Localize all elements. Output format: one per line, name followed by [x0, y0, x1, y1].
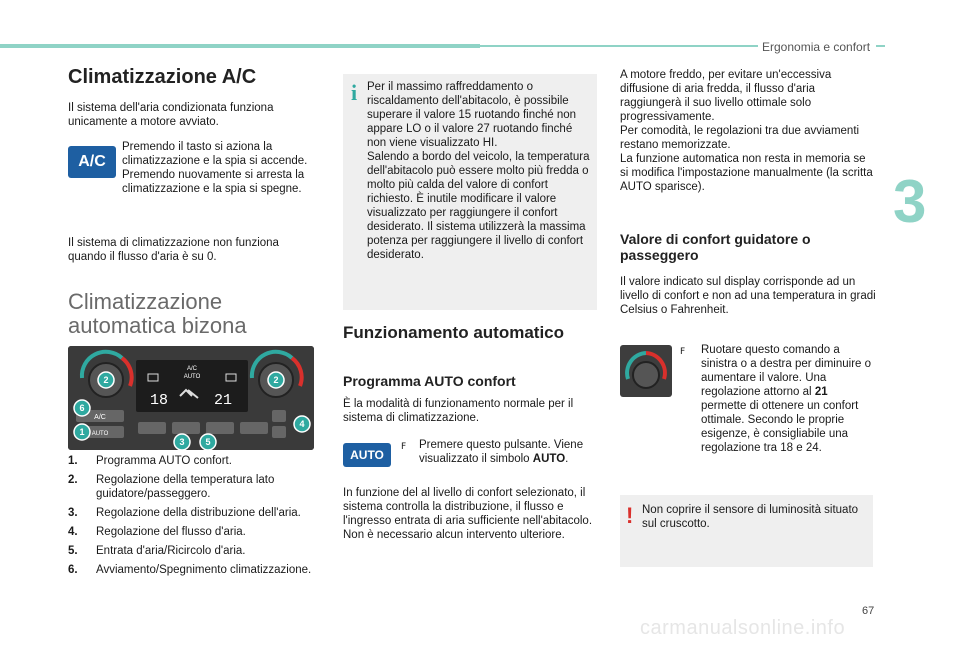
section-title: Ergonomia e confort	[758, 40, 876, 54]
warning-box	[620, 495, 873, 567]
chapter-number: 3	[893, 168, 927, 235]
callout-5: 5	[205, 437, 211, 447]
page-title: Climatizzazione A/C	[68, 66, 257, 88]
auto-press-text: Premere questo pulsante. Viene visualizzato il simbolo AUTO.	[419, 439, 584, 465]
display-left-temp: 18	[150, 392, 169, 409]
no-air-note: Il sistema di climatizzazione non funziona quando il flusso d'aria è su 0.	[68, 237, 279, 263]
display-right-temp: 21	[214, 392, 233, 409]
callout-2-left: 2	[103, 375, 109, 385]
display-auto-text: AUTO	[183, 374, 201, 380]
auto-function-text: In funzione del al livello di confort selezionato, il sistema controlla la distribuzione, il flusso e l'ingresso entrata di aria sufficiente nell'abitacolo. Non è necessario alcun intervento ulteriore.	[343, 487, 593, 541]
subtitle-line-1: Climatizzazione	[68, 289, 223, 314]
callout-4: 4	[299, 419, 305, 429]
list-item: 2. Regolazione della temperatura lato guidatore/passeggero.	[68, 474, 275, 500]
page-number: 67	[862, 605, 875, 617]
comfort-value-title: Valore di confort guidatore o passeggero	[620, 231, 811, 263]
auto-program-title: Programma AUTO confort	[343, 373, 516, 389]
normal-mode-text: È la modalità di funzionamento normale per il sistema di climatizzazione.	[343, 398, 574, 424]
panel-ac-text: A/C	[94, 414, 106, 421]
cold-engine-text: A motore freddo, per evitare un'eccessiva diffusione di aria fredda, il flusso d'aria raggiungerà il suo livello ottimale solo progressivamente. Per comodità, le regolazioni tra due avviamenti restano memorizzate. La funzione automatica non resta in memoria se si modifica l'impostazione manualmente (la scritta AUTO sparisce).	[620, 69, 873, 193]
warning-icon: !	[626, 503, 634, 528]
callout-2-right: 2	[273, 375, 279, 385]
ac-intro: Il sistema dell'aria condizionata funziona unicamente a motore avviato.	[68, 102, 274, 128]
list-item: 4. Regolazione del flusso d'aria.	[68, 526, 246, 538]
info-box	[343, 74, 597, 310]
ac-description: Premendo il tasto si aziona la climatizzazione e la spia si accende. Premendo nuovamente si arresta la climatizzazione e la spia si spegne.	[122, 141, 308, 195]
warning-text: Non coprire il sensore di luminosità situato sul cruscotto.	[642, 504, 859, 530]
display-ac-text: A/C	[186, 366, 198, 372]
subtitle-line-2: automatica bizona	[68, 313, 247, 338]
panel-legend-list	[68, 454, 313, 582]
climate-control-panel	[68, 346, 314, 450]
header-rule	[0, 44, 480, 48]
callout-3: 3	[179, 437, 185, 447]
list-item: 3. Regolazione della distribuzione dell'aria.	[68, 507, 301, 519]
fan-down-button	[272, 426, 286, 438]
info-text: Per il massimo raffreddamento o riscaldamento dell'abitacolo, è possibile superare il valore 15 ruotando finché non appare LO o il valore 27 ruotando finché non viene visualizzato HI. Salendo a bordo del veicolo, la temperatura dell'abitacolo può essere molto più fredda o molto più calda del valore di confort richiesto. È inutile modificare il valore visualizzato per raggiungere il confort desiderato. Il sistema utilizzerà la massima potenza per raggiungere il livello di confort desiderato.	[367, 81, 590, 261]
dial-text: Ruotare questo comando a sinistra o a destra per diminuire o aumentare il valore. Una regolazione attorno al 21 permette di ottenere un confort ottimale. Secondo le proprie esigenze, è consigliabile una regolazione tra 18 e 24.	[701, 344, 872, 454]
callout-1: 1	[79, 427, 85, 437]
list-item: 1. Programma AUTO confort.	[68, 455, 232, 467]
auto-section-title: Funzionamento automatico	[343, 323, 564, 342]
list-item: 5. Entrata d'aria/Ricircolo d'aria.	[68, 545, 246, 557]
panel-auto-text: AUTO	[91, 431, 109, 437]
temperature-dial-image	[620, 345, 672, 397]
comfort-value-text: Il valore indicato sul display corrisponde ad un livello di confort e non ad una temperatura in gradi Celsius o Fahrenheit.	[620, 276, 876, 316]
list-item: 6. Avviamento/Spegnimento climatizzazione.	[68, 564, 312, 576]
auto-button-icon: AUTO	[343, 443, 391, 467]
panel-illustration	[68, 346, 314, 450]
bullet-icon: F	[680, 347, 686, 357]
watermark: carmanualsonline.info	[640, 617, 846, 639]
bullet-icon: F	[401, 442, 407, 452]
callout-6: 6	[79, 403, 85, 413]
info-icon: i	[351, 80, 358, 105]
fan-up-button	[272, 410, 286, 422]
section-subtitle	[68, 290, 308, 338]
ac-button-icon: A/C	[68, 146, 116, 178]
